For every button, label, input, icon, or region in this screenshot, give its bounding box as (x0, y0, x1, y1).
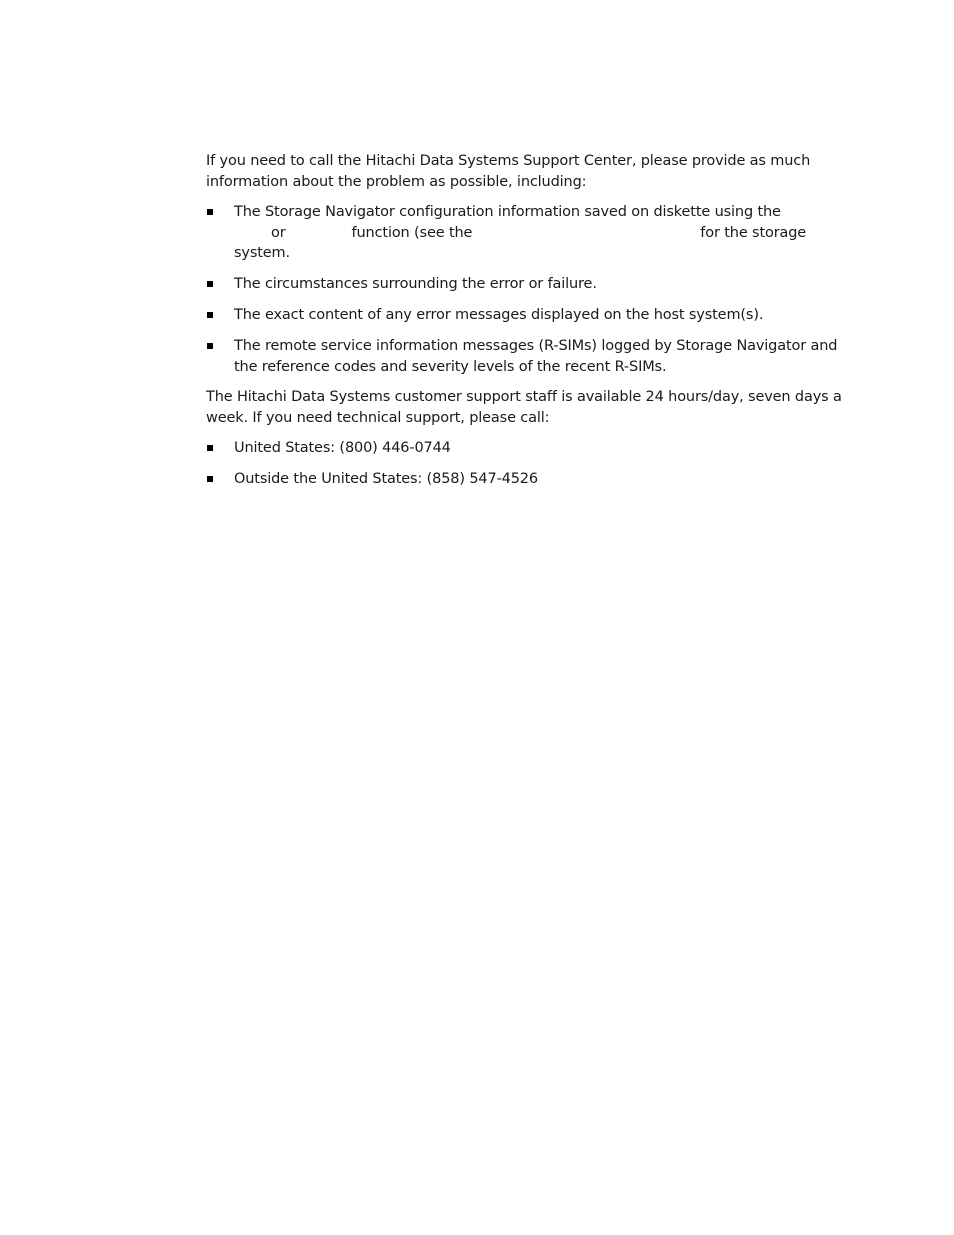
list-item-text: The exact content of any error messages displayed on the host system(s). (234, 307, 764, 323)
intro-paragraph: If you need to call the Hitachi Data Systems Support Center, please provide as much information about the problem as possible, including: (206, 153, 811, 190)
text-or: or (271, 224, 286, 241)
text-for-storage: for the storage (700, 224, 807, 241)
bullet-square-icon (207, 281, 213, 287)
information-list (206, 202, 848, 377)
list-item-text: The circumstances surrounding the error or failure. (234, 276, 597, 292)
item-line-1: The Storage Navigator configuration information saved on diskette using the (234, 204, 781, 220)
list-item-rsims (206, 336, 848, 377)
phone-item-international (206, 469, 848, 490)
text-function: function (see the (351, 224, 473, 241)
item-line-2 (234, 223, 848, 244)
phone-intl-text: Outside the United States: (858) 547-4526 (234, 471, 538, 487)
list-item-error-messages (206, 305, 848, 326)
phone-list (206, 438, 848, 490)
document-body (206, 151, 848, 500)
bullet-square-icon (207, 343, 213, 349)
item-line-3: system. (234, 245, 290, 261)
support-paragraph: The Hitachi Data Systems customer support staff is available 24 hours/day, seven days a week. If you need technical support, please call: (206, 389, 842, 426)
phone-us-text: United States: (800) 446-0744 (234, 440, 451, 456)
bullet-square-icon (207, 209, 213, 215)
list-item-circumstances (206, 274, 848, 295)
list-item-text: The remote service information messages (R-SIMs) logged by Storage Navigator and the reference codes and severity levels of the recent R-SIMs. (234, 338, 838, 375)
phone-item-us (206, 438, 848, 459)
bullet-square-icon (207, 312, 213, 318)
list-item-configuration (206, 202, 848, 264)
bullet-square-icon (207, 476, 213, 482)
bullet-square-icon (207, 445, 213, 451)
